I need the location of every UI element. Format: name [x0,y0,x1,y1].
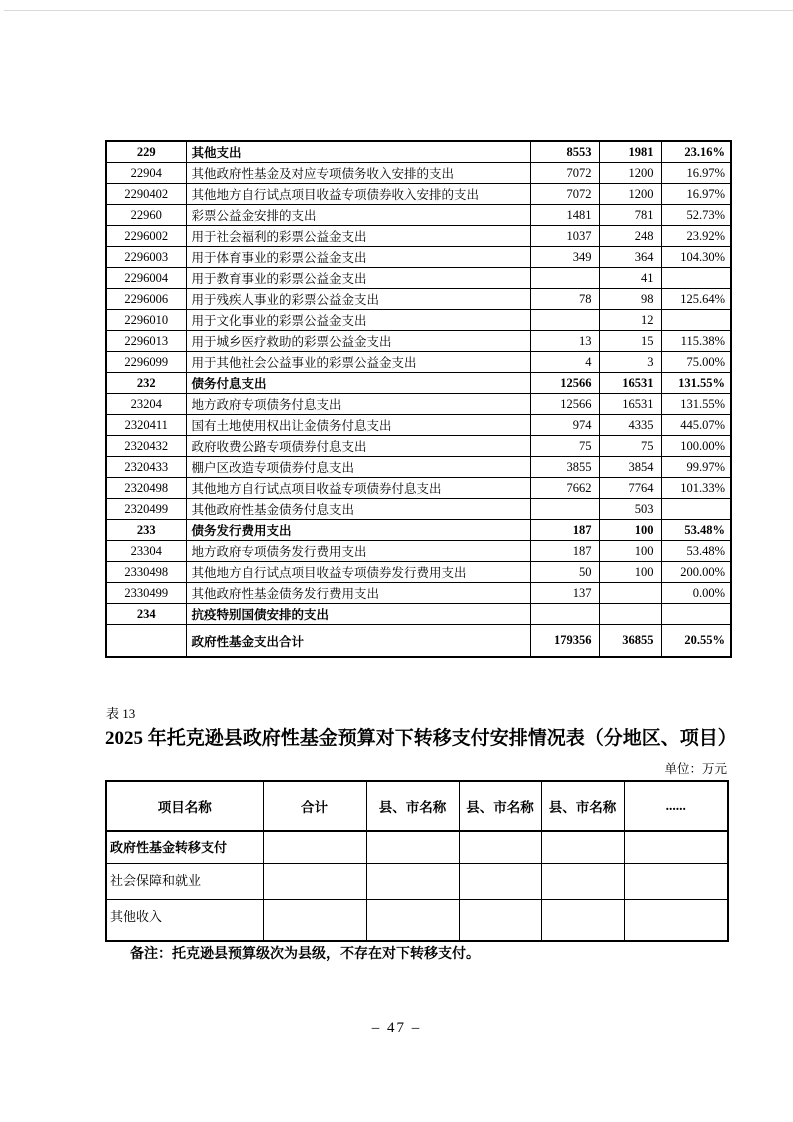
budget-cell-code: 23204 [106,394,186,415]
budget-cell-pct: 131.55% [661,394,731,415]
budget-cell-code: 2320411 [106,415,186,436]
budget-cell-name: 政府性基金支出合计 [186,625,530,658]
budget-cell-name: 用于城乡医疗救助的彩票公益金支出 [186,331,530,352]
budget-cell-code: 2320499 [106,499,186,520]
budget-table-row [106,457,731,478]
budget-table-row [106,541,731,562]
budget-cell-name: 用于文化事业的彩票公益金支出 [186,310,530,331]
budget-cell-code: 2320432 [106,436,186,457]
budget-cell-name: 其他政府性基金债务付息支出 [186,499,530,520]
budget-table-row [106,205,731,226]
transfer-header-cell: 项目名称 [106,781,263,831]
budget-cell-code: 233 [106,520,186,541]
budget-cell-v2: 100 [599,541,661,562]
budget-cell-code: 2320433 [106,457,186,478]
budget-cell-name: 其他地方自行试点项目收益专项债券发行费用支出 [186,562,530,583]
budget-table-row [106,478,731,499]
budget-cell-name: 用于残疾人事业的彩票公益金支出 [186,289,530,310]
budget-cell-name: 地方政府专项债务付息支出 [186,394,530,415]
budget-cell-pct [661,499,731,520]
budget-cell-v1: 50 [530,562,599,583]
transfer-cell-empty [366,899,459,941]
budget-cell-name: 债务发行费用支出 [186,520,530,541]
budget-cell-pct: 104.30% [661,247,731,268]
budget-table-row [106,373,731,394]
budget-cell-code: 2296013 [106,331,186,352]
budget-cell-pct [661,268,731,289]
footnote: 备注：托克逊县预算级次为县级，不存在对下转移支付。 [130,947,480,962]
budget-table-row [106,226,731,247]
budget-cell-code: 2330498 [106,562,186,583]
budget-cell-v1: 187 [530,520,599,541]
budget-cell-pct: 16.97% [661,184,731,205]
transfer-cell-empty [366,831,459,863]
budget-cell-code: 229 [106,141,186,163]
budget-cell-v1 [530,499,599,520]
transfer-cell-empty [459,831,541,863]
budget-cell-v1: 137 [530,583,599,604]
transfer-cell-name: 政府性基金转移支付 [106,831,263,863]
budget-cell-name: 地方政府专项债务发行费用支出 [186,541,530,562]
budget-cell-name: 政府收费公路专项债券付息支出 [186,436,530,457]
budget-cell-v1: 13 [530,331,599,352]
budget-cell-pct: 20.55% [661,625,731,658]
transfer-table-row [106,831,728,863]
budget-cell-code [106,625,186,658]
budget-cell-code: 2296006 [106,289,186,310]
budget-table-row [106,247,731,268]
transfer-cell-empty [459,899,541,941]
budget-table-row [106,268,731,289]
budget-cell-pct: 99.97% [661,457,731,478]
budget-cell-v2: 98 [599,289,661,310]
budget-cell-name: 债务付息支出 [186,373,530,394]
budget-table-row [106,625,731,658]
budget-cell-v1: 349 [530,247,599,268]
budget-cell-code: 2320498 [106,478,186,499]
budget-cell-code: 232 [106,373,186,394]
budget-cell-pct: 115.38% [661,331,731,352]
budget-cell-code: 2290402 [106,184,186,205]
budget-cell-v1: 974 [530,415,599,436]
budget-cell-name: 棚户区改造专项债券付息支出 [186,457,530,478]
budget-cell-name: 用于教育事业的彩票公益金支出 [186,268,530,289]
budget-table-body [106,141,731,657]
budget-cell-name: 其他支出 [186,141,530,163]
budget-cell-pct: 23.92% [661,226,731,247]
budget-cell-name: 用于体育事业的彩票公益金支出 [186,247,530,268]
transfer-table-body [106,831,728,941]
budget-cell-code: 23304 [106,541,186,562]
budget-cell-v2: 1200 [599,184,661,205]
budget-table-row [106,520,731,541]
transfer-header-cell: ...... [624,781,728,831]
budget-cell-v2: 75 [599,436,661,457]
budget-cell-v1: 4 [530,352,599,373]
budget-cell-v2: 16531 [599,394,661,415]
budget-cell-pct: 23.16% [661,141,731,163]
budget-cell-v1 [530,310,599,331]
budget-cell-v2: 4335 [599,415,661,436]
budget-cell-v2: 36855 [599,625,661,658]
budget-table-row [106,331,731,352]
budget-cell-name: 用于社会福利的彩票公益金支出 [186,226,530,247]
transfer-header-cell: 合计 [263,781,366,831]
budget-table-row [106,352,731,373]
budget-cell-v1: 78 [530,289,599,310]
budget-cell-name: 其他政府性基金及对应专项债务收入安排的支出 [186,163,530,184]
budget-cell-name: 抗疫特别国债安排的支出 [186,604,530,625]
budget-table-row [106,184,731,205]
budget-cell-v2: 41 [599,268,661,289]
budget-cell-pct [661,604,731,625]
budget-cell-name: 用于其他社会公益事业的彩票公益金支出 [186,352,530,373]
budget-cell-code: 2296003 [106,247,186,268]
budget-cell-pct: 16.97% [661,163,731,184]
budget-cell-pct: 53.48% [661,541,731,562]
budget-cell-name: 国有土地使用权出让金债务付息支出 [186,415,530,436]
budget-cell-pct: 101.33% [661,478,731,499]
budget-cell-v2: 100 [599,520,661,541]
budget-cell-v1: 75 [530,436,599,457]
budget-cell-code: 2330499 [106,583,186,604]
transfer-cell-empty [624,863,728,899]
budget-cell-v1: 3855 [530,457,599,478]
transfer-header-cell: 县、市名称 [366,781,459,831]
budget-cell-v2 [599,583,661,604]
table13-title: 2025 年托克逊县政府性基金预算对下转移支付安排情况表（分地区、项目） [105,728,737,749]
budget-cell-code: 234 [106,604,186,625]
budget-cell-pct [661,310,731,331]
budget-table-row [106,141,731,163]
budget-cell-pct: 100.00% [661,436,731,457]
transfer-cell-empty [459,863,541,899]
budget-table-row [106,310,731,331]
transfer-cell-name: 社会保障和就业 [106,863,263,899]
transfer-table-row [106,899,728,941]
budget-table-row [106,436,731,457]
budget-cell-v2: 781 [599,205,661,226]
budget-cell-pct: 52.73% [661,205,731,226]
budget-cell-code: 22960 [106,205,186,226]
budget-cell-v2: 3 [599,352,661,373]
budget-cell-v1: 187 [530,541,599,562]
budget-cell-pct: 75.00% [661,352,731,373]
budget-table-row [106,163,731,184]
page-edge-divider [4,10,793,11]
budget-cell-v1: 8553 [530,141,599,163]
transfer-header-cell: 县、市名称 [541,781,624,831]
table13-label: 表 13 [106,706,136,721]
budget-cell-v2: 364 [599,247,661,268]
budget-cell-pct: 53.48% [661,520,731,541]
transfer-table-header-row [106,781,728,831]
budget-table-row [106,562,731,583]
budget-cell-v1: 7662 [530,478,599,499]
budget-cell-v1: 179356 [530,625,599,658]
budget-cell-v1: 7072 [530,184,599,205]
budget-cell-v1: 12566 [530,373,599,394]
budget-cell-code: 2296010 [106,310,186,331]
transfer-header-cell: 县、市名称 [459,781,541,831]
budget-table-row [106,289,731,310]
budget-cell-v1 [530,268,599,289]
budget-cell-v2 [599,604,661,625]
budget-table-row [106,583,731,604]
transfer-table-row [106,863,728,899]
transfer-cell-name: 其他收入 [106,899,263,941]
budget-table-row [106,394,731,415]
budget-cell-v1: 12566 [530,394,599,415]
budget-table-row [106,499,731,520]
budget-cell-pct: 125.64% [661,289,731,310]
budget-cell-pct: 200.00% [661,562,731,583]
budget-cell-pct: 445.07% [661,415,731,436]
transfer-cell-empty [624,899,728,941]
transfer-cell-empty [541,831,624,863]
transfer-cell-empty [624,831,728,863]
transfer-payment-table [105,780,729,942]
budget-cell-v2: 3854 [599,457,661,478]
page-number: – 47 – [371,1020,422,1036]
budget-cell-code: 2296099 [106,352,186,373]
transfer-cell-empty [263,831,366,863]
transfer-cell-empty [366,863,459,899]
budget-cell-name: 其他地方自行试点项目收益专项债券收入安排的支出 [186,184,530,205]
budget-cell-v2: 100 [599,562,661,583]
budget-cell-v2: 7764 [599,478,661,499]
budget-cell-name: 彩票公益金安排的支出 [186,205,530,226]
budget-cell-v1: 7072 [530,163,599,184]
budget-cell-code: 2296004 [106,268,186,289]
budget-cell-v1: 1037 [530,226,599,247]
transfer-cell-empty [263,899,366,941]
budget-cell-v2: 16531 [599,373,661,394]
transfer-cell-empty [263,863,366,899]
unit-label: 单位：万元 [664,762,727,776]
budget-table-row [106,415,731,436]
budget-cell-v2: 15 [599,331,661,352]
budget-cell-name: 其他地方自行试点项目收益专项债券付息支出 [186,478,530,499]
budget-cell-v2: 1200 [599,163,661,184]
budget-cell-name: 其他政府性基金债务发行费用支出 [186,583,530,604]
budget-cell-v1 [530,604,599,625]
budget-cell-code: 22904 [106,163,186,184]
budget-cell-v2: 503 [599,499,661,520]
transfer-cell-empty [541,863,624,899]
budget-cell-v2: 248 [599,226,661,247]
budget-cell-v2: 12 [599,310,661,331]
budget-cell-v1: 1481 [530,205,599,226]
transfer-cell-empty [541,899,624,941]
budget-cell-code: 2296002 [106,226,186,247]
budget-cell-v2: 1981 [599,141,661,163]
budget-cell-pct: 131.55% [661,373,731,394]
budget-cell-pct: 0.00% [661,583,731,604]
budget-table-row [106,604,731,625]
budget-expenditure-table [105,140,732,658]
